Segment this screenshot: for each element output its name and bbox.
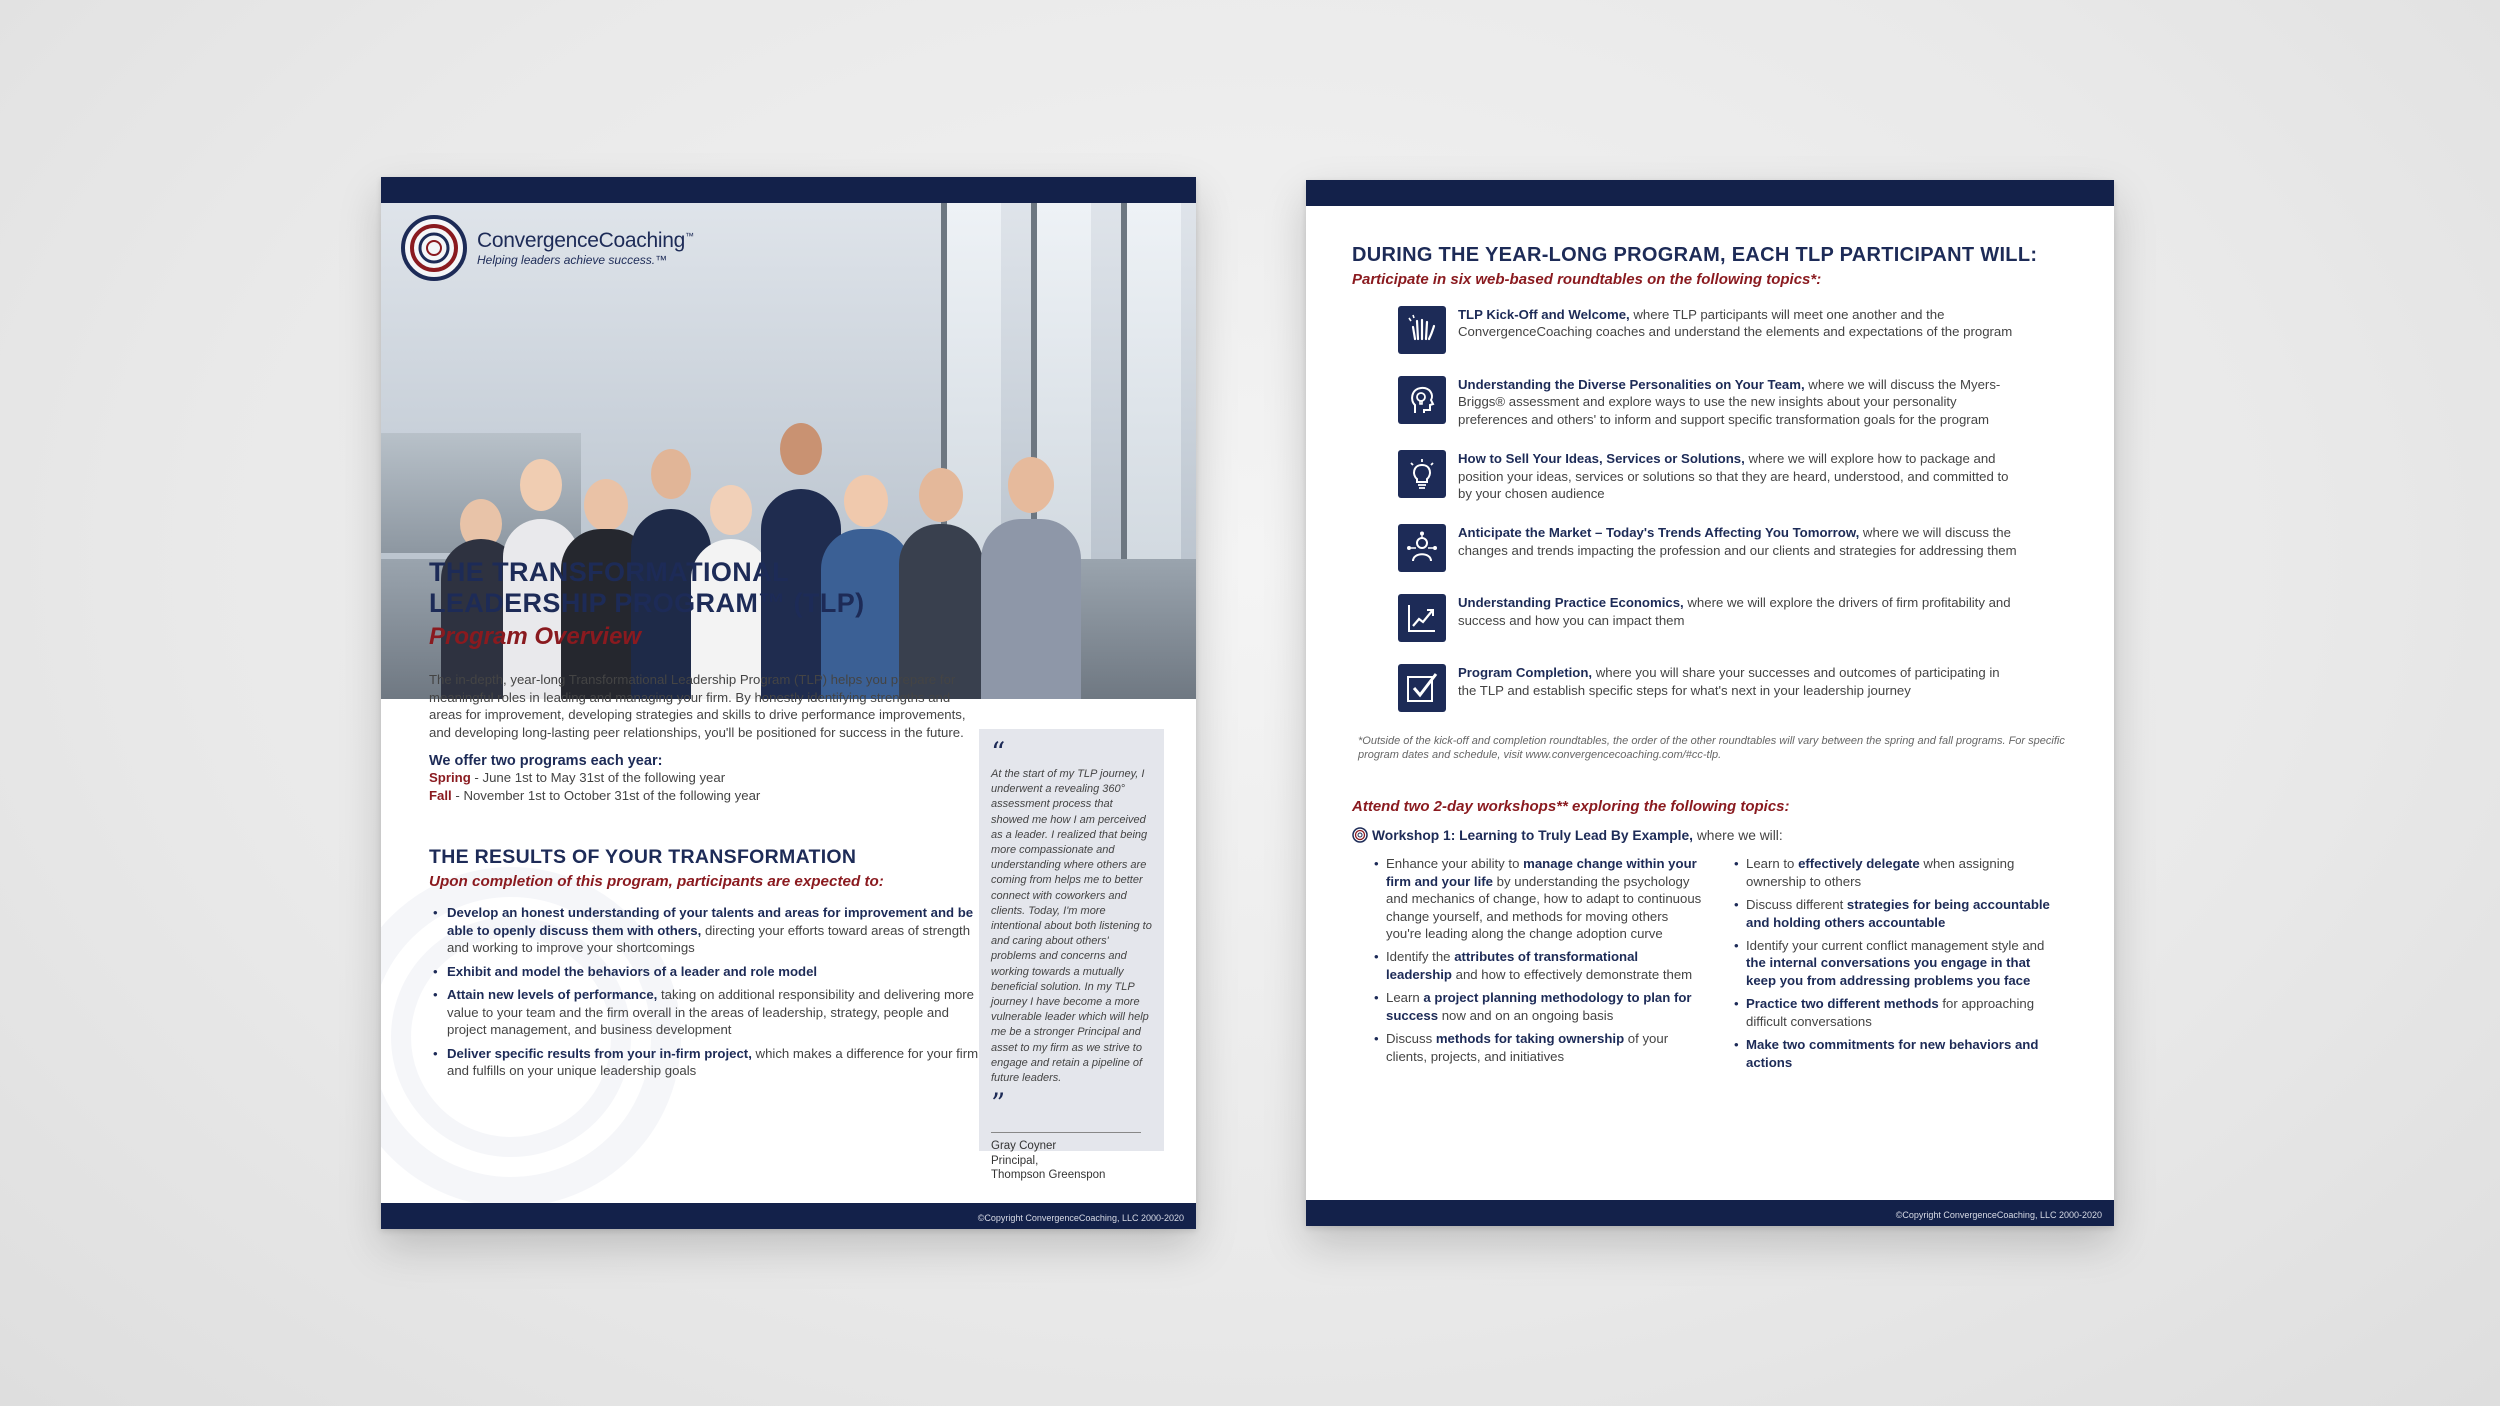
intro-paragraph: The in-depth, year-long Transformational Leadership Program (TLP) helps you prepare for meaningful roles in leading and managing your firm. By honestly identifying strengths and areas for improvement, developing strategies and skills to drive performance improvements, and developing long-lasting peer relationships, you'll be positioned for success in the future. [429,672,966,740]
top-bar [1306,180,2114,206]
roundtables-footnote: *Outside of the kick-off and completion roundtables, the order of the other roundtables will vary between the spring and fall programs. For specific program dates and schedule, visit www.convergencecoaching.com/#cc-tlp. [1358,735,2065,762]
bottom-bar [381,1203,1196,1229]
list-item: TLP Kick-Off and Welcome, where TLP participants will meet one another and the ConvergenceCoaching coaches and understand the elements and expectations of the program [1398,306,2072,354]
workshop-list-left [1372,855,1702,1064]
logo-rings-icon [399,213,469,283]
list-item: • Learn a project planning methodology to plan for success now and on an ongoing basis [1372,989,1702,1024]
list-item: • Enhance your ability to manage change within your firm and your life by understanding the psychology and mechanics of change, how to adapt to continuous change yourself, and methods for moving others you're leading along the change adoption curve [1372,855,1702,942]
list-item: • Discuss different strategies for being accountable and holding others accountable [1732,896,2062,931]
workshop-list-right [1732,855,2062,1070]
program-overview-page [381,177,1196,1229]
waving-hand-icon [1398,306,1446,354]
list-item: Program Completion, where you will share your successes and outcomes of participating in the TLP and establish specific steps for what's next in your leadership journey [1398,664,2072,712]
testimonial-box [979,729,1164,1182]
testimonial-author: Gray Coyner Principal, Thompson Greenspon [991,1132,1141,1183]
logo-rings-icon [1352,827,1368,843]
list-item: • Practice two different methods for approaching difficult conversations [1732,995,2062,1030]
copyright: ©Copyright ConvergenceCoaching, LLC 2000-2020 [1895,1210,2102,1220]
lightbulb-icon [1398,450,1446,498]
list-item: • Make two commitments for new behaviors and actions [1732,1036,2062,1071]
results-list [429,904,981,1080]
person-network-icon [1398,524,1446,572]
list-item: • Learn to effectively delegate when assigning ownership to others [1732,855,2062,890]
list-item: Understanding Practice Economics, where we will explore the drivers of firm profitability and success and how you can impact them [1398,594,2072,642]
list-item: Anticipate the Market – Today's Trends Affecting You Tomorrow, where we will discuss the changes and trends impacting the profession and our clients and strategies for addressing them [1398,524,2072,572]
program-details-page [1306,180,2114,1226]
open-quote-icon: “ [991,736,1006,769]
details-heading: DURING THE YEAR-LONG PROGRAM, EACH TLP PARTICIPANT WILL: [1352,244,2038,266]
offer-heading: We offer two programs each year: [429,753,663,769]
top-bar [381,177,1196,203]
testimonial-text: At the start of my TLP journey, I underwent a revealing 360° assessment process that showed me how I am perceived as a leader. I realized that being more compassionate and understanding where others are coming from helps me to better connect with coworkers and clients. Today, I'm more intentional about both listening to and caring about others' problems and concerns and working towards a mutually beneficial solution. In my TLP journey I have become a more vulnerable leader which will help me be a stronger Principal and asset to my firm as we strive to engage and retain a pipeline of future leaders. [991,768,1152,1085]
workshop-heading: Workshop 1: Learning to Truly Lead By Example, where we will: [1352,827,2072,843]
list-item: • Deliver specific results from your in-firm project, which makes a difference for your firm and fulfills on your unique leadership goals [429,1045,981,1080]
brand-name-a: Convergence [477,229,599,252]
results-subheading: Upon completion of this program, participants are expected to: [429,873,884,890]
fall-program: Fall - November 1st to October 31st of the following year [429,787,761,803]
brand-trademark: ™ [684,231,694,241]
spring-program: Spring - June 1st to May 31st of the following year [429,770,726,785]
company-logo [399,213,694,283]
workshops-subheading: Attend two 2-day workshops** exploring the following topics: [1352,798,1790,816]
list-item: Understanding the Diverse Personalities on Your Team, where we will discuss the Myers-Briggs® assessment and explore ways to use the new insights about your personality preferences and others' to inform and support specific transformation goals for the program [1398,376,2072,428]
growth-chart-icon [1398,594,1446,642]
bottom-bar [1306,1200,2114,1226]
list-item: • Attain new levels of performance, taking on additional responsibility and delivering more value to your team and the firm overall in the areas of leadership, strategy, people and project management, and business development [429,986,981,1039]
list-item: How to Sell Your Ideas, Services or Solutions, where we will explore how to package and position your ideas, services or solutions so that they are heard, understood, and committed to by your chosen audience [1398,450,2072,502]
roundtable-topics [1352,306,2072,712]
results-heading: THE RESULTS OF YOUR TRANSFORMATION [429,846,857,868]
head-lightbulb-icon [1398,376,1446,424]
brand-name-b: Coaching [598,229,685,252]
page-subtitle: Program Overview [429,623,642,650]
list-item: • Exhibit and model the behaviors of a leader and role model [429,963,981,981]
page-title: THE TRANSFORMATIONAL LEADERSHIP PROGRAM™ (TLP) [429,557,865,618]
roundtables-subheading: Participate in six web-based roundtables on the following topics*: [1352,271,1822,288]
close-quote-icon: ” [991,1087,1006,1121]
checkmark-icon [1398,664,1446,712]
list-item: • Identify your current conflict management style and the internal conversations you engage in that keep you from addressing problems you face [1732,937,2062,989]
list-item: • Identify the attributes of transformational leadership and how to effectively demonstrate them [1372,948,1702,983]
list-item: • Discuss methods for taking ownership of your clients, projects, and initiatives [1372,1030,1702,1065]
copyright: ©Copyright ConvergenceCoaching, LLC 2000-2020 [977,1213,1184,1223]
logo-tagline: Helping leaders achieve success.™ [477,253,668,267]
list-item: • Develop an honest understanding of your talents and areas for improvement and be able to openly discuss them with others, directing your efforts toward areas of strength and working to improve your shortcomings [429,904,981,957]
